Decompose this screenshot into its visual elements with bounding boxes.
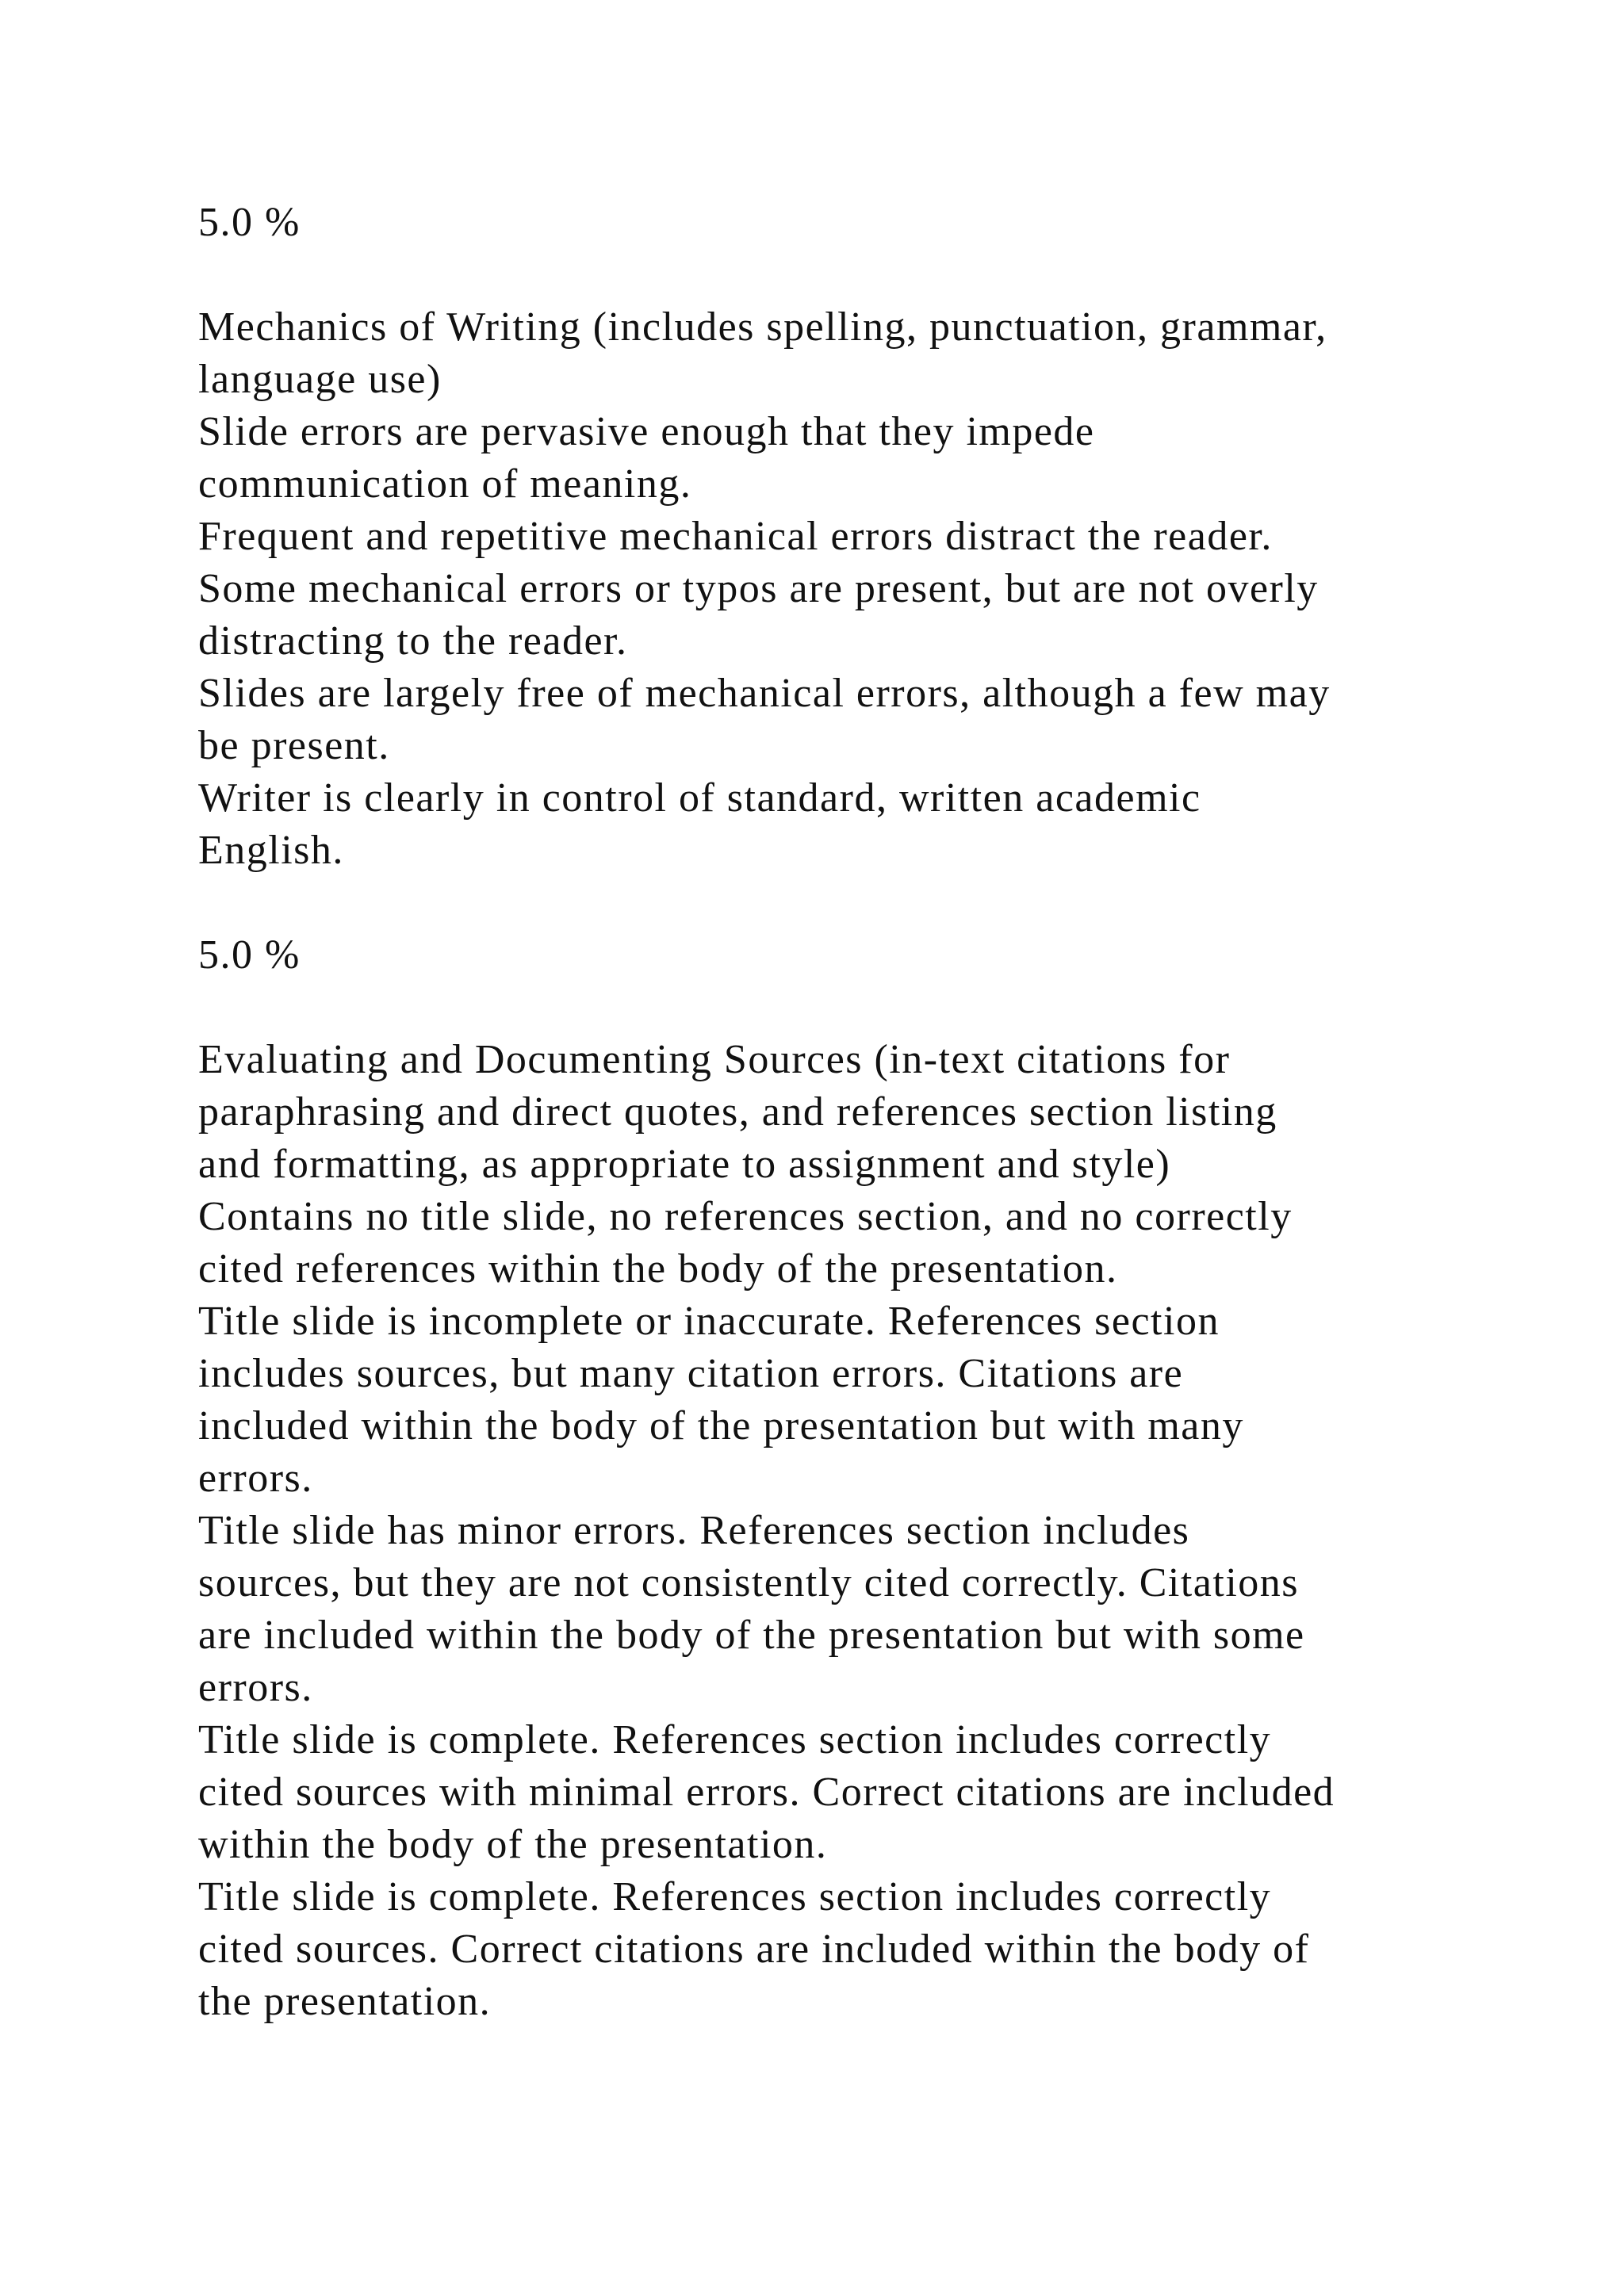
document-body	[198, 197, 1451, 2028]
level-description-line: included within the body of the presentation but with many	[198, 1403, 1244, 1448]
criterion-title-line: Mechanics of Writing (includes spelling, punctuation, grammar,	[198, 304, 1327, 350]
level-description-line: Slides are largely free of mechanical errors, although a few may	[198, 671, 1331, 716]
criterion-title-line: paraphrasing and direct quotes, and references section listing	[198, 1089, 1277, 1135]
level-description-line: be present.	[198, 723, 390, 768]
blank-line	[198, 249, 1451, 301]
blank-line	[198, 982, 1451, 1034]
level-description-line: cited references within the body of the presentation.	[198, 1246, 1118, 1292]
level-description-line: within the body of the presentation.	[198, 1822, 828, 1867]
level-description-line: are included within the body of the presentation but with some	[198, 1613, 1305, 1658]
level-description-line: distracting to the reader.	[198, 618, 628, 664]
level-description-line: Title slide is incomplete or inaccurate. References section	[198, 1299, 1220, 1344]
criterion-title-line: Evaluating and Documenting Sources (in-text citations for	[198, 1037, 1231, 1082]
level-description-line: Slide errors are pervasive enough that they impede	[198, 409, 1095, 454]
level-description-line: Title slide is complete. References section includes correctly	[198, 1874, 1272, 1919]
criterion-title-line: and formatting, as appropriate to assignment and style)	[198, 1142, 1171, 1187]
level-description-line: communication of meaning.	[198, 461, 692, 507]
level-description-line: includes sources, but many citation errors. Citations are	[198, 1351, 1184, 1396]
level-description-line: the presentation.	[198, 1979, 492, 2024]
level-description-line: Writer is clearly in control of standard, written academic	[198, 775, 1201, 821]
level-description-line: Title slide has minor errors. References section includes	[198, 1508, 1190, 1553]
level-description-line: Contains no title slide, no references section, and no correctly	[198, 1194, 1293, 1239]
level-description-line: sources, but they are not consistently cited correctly. Citations	[198, 1560, 1300, 1605]
level-description-line: Some mechanical errors or typos are present, but are not overly	[198, 566, 1319, 611]
level-description-line: cited sources with minimal errors. Correct citations are included	[198, 1770, 1335, 1815]
criterion-title-line: language use)	[198, 357, 442, 402]
weight-text: 5.0 %	[198, 932, 301, 978]
level-description-line: Title slide is complete. References section includes correctly	[198, 1717, 1272, 1762]
level-description-line: English.	[198, 828, 344, 873]
blank-line	[198, 877, 1451, 929]
level-description-line: cited sources. Correct citations are included within the body of	[198, 1927, 1310, 1972]
weight-text: 5.0 %	[198, 200, 301, 245]
level-description-line: Frequent and repetitive mechanical errors distract the reader.	[198, 514, 1273, 559]
level-description-line: errors.	[198, 1665, 313, 1710]
level-description-line: errors.	[198, 1456, 313, 1501]
